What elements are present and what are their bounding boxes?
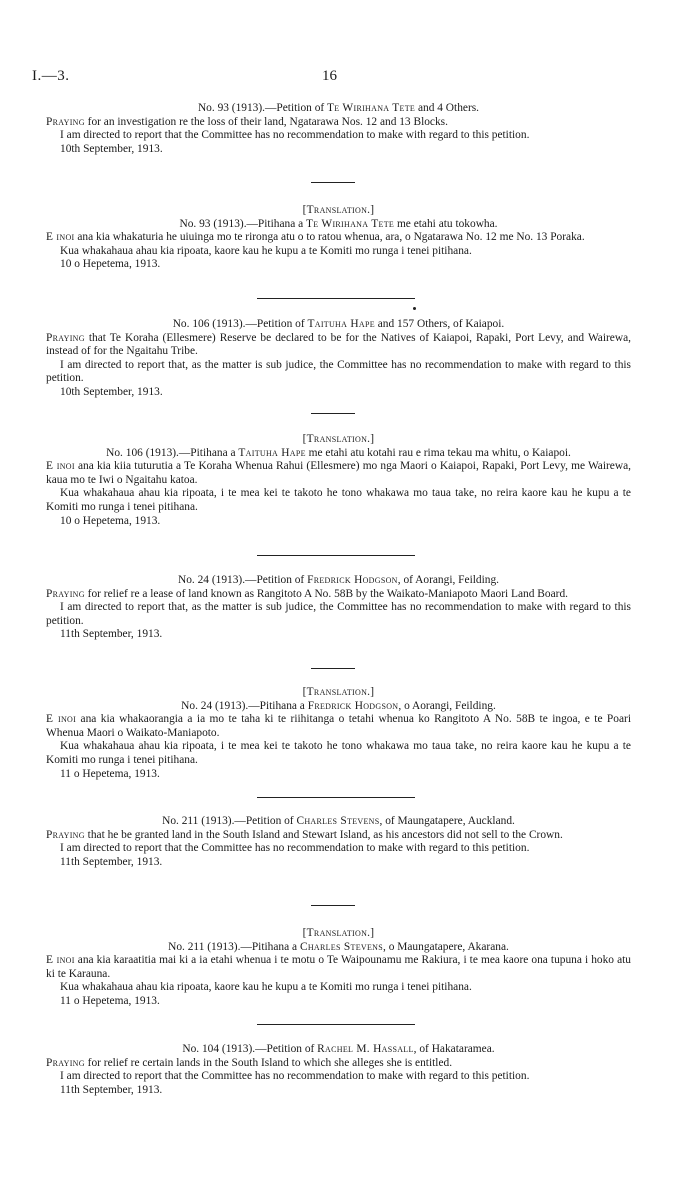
petitioner-name: Taituha Hape [307, 318, 375, 330]
translation-entry [46, 433, 631, 528]
translation-title: No. 211 (1913).—Pitihana a Charles Stevens, o Maungatapere, Akarana. [168, 940, 509, 953]
petition-entry [46, 574, 631, 642]
section-divider [311, 668, 355, 669]
page-number: 16 [322, 68, 337, 84]
petition-entry [46, 815, 631, 869]
print-mark [413, 307, 416, 310]
petitioner-name: Fredrick Hodgson [307, 574, 398, 586]
petition-entry [46, 1043, 631, 1097]
report-date: 11th September, 1913. [60, 855, 163, 868]
translation-title: No. 106 (1913).—Pitihana a Taituha Hape me etahi atu kotahi rau e rima tekau ma whitu, o Kaiapoi. [106, 446, 571, 459]
petition-prayer: Praying for relief re a lease of land known as Rangitoto A No. 58B by the Waikato-Maniapoto Maori Land Board. [46, 587, 568, 600]
translation-prayer: E inoi ana kia whakaturia he uiuinga mo te rironga atu o to ratou whenua, ara, o Ngatarawa No. 12 me No. 13 Poraka. [46, 231, 585, 244]
petition-title: No. 211 (1913).—Petition of Charles Stevens, of Maungatapere, Auckland. [162, 815, 515, 827]
committee-report: I am directed to report that the Committee has no recommendation to make with regard to this petition. [60, 129, 530, 142]
translation-label: [Translation.] [302, 204, 375, 216]
series-label: I.—3. [32, 68, 70, 84]
translation-label: [Translation.] [302, 433, 375, 445]
committee-report: I am directed to report that, as the matter is sub judice, the Committee has no recommendation to make with regard to this petition. [46, 358, 631, 385]
translation-entry [46, 927, 631, 1009]
petition-title: No. 93 (1913).—Petition of Te Wirihana Tete and 4 Others. [197, 102, 480, 114]
translation-prayer: E inoi ana kia whakaorangia a ia mo te taha ki te riihitanga o tetahi whenua ko Rangitoto A No. 58B te ingoa, e te Poari Whenua Maori o Waikato-Maniapoto. [46, 713, 631, 739]
petitioner-name: Rachel M. Hassall [317, 1043, 414, 1055]
section-divider [257, 797, 415, 798]
petition-entry [46, 102, 631, 156]
petition-prayer: Praying that he be granted land in the South Island and Stewart Island, as his ancestors did not sell to the Crown. [46, 828, 563, 841]
translation-prayer: E inoi ana kia karaatitia mai ki a ia etahi whenua i te motu o Te Waipounamu me Rakiura, i te mea kaore ona tupuna i hoko atu ki te Karauna. [46, 954, 631, 980]
translation-report: Kua whakahaua ahau kia ripoata, kaore kau he kupu a te Komiti mo runga i tenei pitihana. [60, 244, 472, 257]
petition-title: No. 24 (1913).—Petition of Fredrick Hodgson, of Aorangi, Feilding. [177, 574, 499, 586]
committee-report: I am directed to report that the Committee has no recommendation to make with regard to this petition. [60, 1070, 530, 1083]
translation-entry [46, 686, 631, 781]
report-date: 10th September, 1913. [60, 385, 163, 398]
petition-prayer: Praying for an investigation re the loss of their land, Ngatarawa Nos. 12 and 13 Blocks. [46, 115, 448, 128]
translation-date: 11 o Hepetema, 1913. [60, 994, 160, 1007]
report-date: 11th September, 1913. [60, 628, 163, 641]
translation-report: Kua whakahaua ahau kia ripoata, kaore kau he kupu a te Komiti mo runga i tenei pitihana. [60, 981, 472, 994]
section-divider [311, 182, 355, 183]
petition-prayer: Praying that Te Koraha (Ellesmere) Reserve be declared to be for the Natives of Kaiapoi, Rapaki, Port Levy, and Wairewa, instead of for the Ngaitahu Tribe. [46, 331, 631, 358]
committee-report: I am directed to report that the Committee has no recommendation to make with regard to this petition. [60, 842, 530, 855]
petition-entry [46, 318, 631, 400]
section-divider [257, 1024, 415, 1025]
translation-date: 10 o Hepetema, 1913. [60, 258, 161, 271]
petitioner-name: Te Wirihana Tete [327, 102, 416, 114]
translation-report: Kua whakahaua ahau kia ripoata, i te mea kei te takoto he tono whakawa mo taua take, no reira kaore kau he kupu a te Komiti mo runga i tenei pitihana. [46, 740, 631, 766]
section-divider [257, 298, 415, 299]
report-date: 11th September, 1913. [60, 1083, 163, 1096]
petition-title: No. 104 (1913).—Petition of Rachel M. Hassall, of Hakataramea. [182, 1043, 495, 1055]
section-divider [311, 413, 355, 414]
translation-date: 11 o Hepetema, 1913. [60, 767, 160, 780]
petitioner-name: Charles Stevens [296, 815, 380, 827]
translation-title: No. 93 (1913).—Pitihana a Te Wirihana Tete me etahi atu tokowha. [179, 217, 498, 230]
section-divider [257, 555, 415, 556]
petition-prayer: Praying for relief re certain lands in the South Island to which she alleges she is entitled. [46, 1056, 453, 1069]
report-date: 10th September, 1913. [60, 142, 163, 155]
translation-date: 10 o Hepetema, 1913. [60, 514, 161, 527]
translation-report: Kua whakahaua ahau kia ripoata, i te mea kei te takoto he tono whakawa mo taua take, no reira kaore kau he kupu a te Komiti mo runga i tenei pitihana. [46, 487, 631, 513]
committee-report: I am directed to report that, as the matter is sub judice, the Committee has no recommendation to make with regard to this petition. [46, 601, 631, 627]
translation-label: [Translation.] [302, 927, 375, 939]
translation-label: [Translation.] [302, 686, 375, 698]
petition-title: No. 106 (1913).—Petition of Taituha Hape and 157 Others, of Kaiapoi. [172, 318, 505, 330]
translation-entry [46, 204, 631, 272]
translation-title: No. 24 (1913).—Pitihana a Fredrick Hodgson, o Aorangi, Feilding. [181, 699, 496, 712]
section-divider [311, 905, 355, 906]
translation-prayer: E inoi ana kia kiia tuturutia a Te Koraha Whenua Rahui (Ellesmere) mo nga Maori o Kaiapoi, Rapaki, Port Levy, me Wairewa, kaua mo te Iwi o Ngaitahu katoa. [46, 460, 631, 486]
